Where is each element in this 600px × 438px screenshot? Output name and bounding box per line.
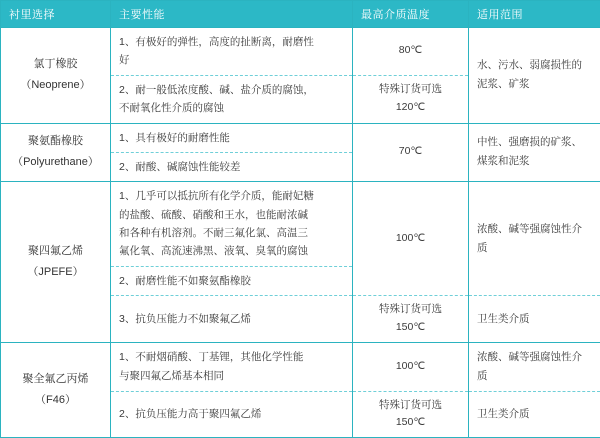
temperature-cell [353,123,469,182]
lining-name-line: 聚氨酯橡胶 [9,131,102,152]
temperature-cell [353,342,469,391]
application-cell [469,28,600,124]
lining-name-line: 聚四氟乙烯 [9,241,102,262]
temperature-line: 70℃ [361,143,460,161]
column-header-max-temperature: 最高介质温度 [353,1,469,28]
table-header-row [1,1,600,28]
performance-line: 1、几乎可以抵抗所有化学介质，能耐妃糖 [119,187,344,205]
table-row [1,123,600,152]
application-line: 煤浆和泥浆 [477,152,592,171]
temperature-line: 100℃ [361,230,460,248]
application-line: 卫生类介质 [477,310,592,329]
table-header [1,1,600,28]
application-cell [469,123,600,182]
performance-line: 1、具有极好的耐磨性能 [119,129,344,147]
temperature-line: 120℃ [361,99,460,117]
table-body [1,28,600,438]
lining-name-line: （JPEFE） [9,262,102,283]
application-line: 中性、强磨损的矿浆、 [477,133,592,152]
application-line: 浓酸、碱等强腐蚀性介 [477,348,592,367]
temperature-cell [353,75,469,123]
table-row [1,342,600,391]
application-cell [469,342,600,391]
temperature-cell [353,391,469,438]
performance-cell [111,152,353,181]
performance-line: 不耐氧化性介质的腐蚀 [119,99,344,117]
performance-line: 好 [119,51,344,69]
column-header-performance: 主要性能 [111,1,353,28]
lining-name-cell [1,123,111,182]
table-row [1,28,600,76]
performance-line: 氟化氧、高流速沸黑、液氧、臭氧的腐蚀 [119,242,344,260]
lining-name-cell [1,182,111,343]
lining-name-cell [1,342,111,437]
temperature-line: 150℃ [361,414,460,432]
application-cell [469,182,600,296]
performance-line: 与聚四氟乙烯基本相同 [119,367,344,385]
application-line: 浓酸、碱等强腐蚀性介 [477,220,592,239]
application-line: 质 [477,239,592,258]
application-cell [469,296,600,343]
temperature-cell [353,28,469,76]
lining-name-line: （F46） [9,390,102,411]
performance-cell [111,28,353,76]
table-row [1,182,600,267]
lining-name-line: 氯丁橡胶 [9,54,102,75]
performance-line: 2、耐一般低浓度酸、碱、盐介质的腐蚀， [119,81,344,99]
temperature-line: 特殊订货可选 [361,301,460,319]
performance-cell [111,391,353,438]
performance-line: 和各种有机溶剂。不耐三氟化氯、高温三 [119,224,344,242]
performance-line: 2、抗负压能力高于聚四氟乙烯 [119,405,344,423]
temperature-line: 特殊订货可选 [361,397,460,415]
performance-cell [111,266,353,295]
column-header-lining: 衬里选择 [1,1,111,28]
application-line: 质 [477,367,592,386]
temperature-line: 特殊订货可选 [361,81,460,99]
temperature-line: 80℃ [361,42,460,60]
application-cell [469,391,600,438]
performance-line: 2、耐酸、碱腐蚀性能较差 [119,158,344,176]
temperature-line: 150℃ [361,319,460,337]
temperature-cell [353,296,469,343]
application-line: 泥浆、矿浆 [477,75,592,94]
performance-line: 2、耐磨性能不如聚氨酯橡胶 [119,272,344,290]
performance-line: 的盐酸、硫酸、硝酸和王水，也能耐浓碱 [119,206,344,224]
performance-cell [111,75,353,123]
temperature-cell [353,182,469,296]
performance-cell [111,123,353,152]
application-line: 水、污水、弱腐损性的 [477,56,592,75]
column-header-application: 适用范围 [469,1,600,28]
lining-name-line: 聚全氟乙丙烯 [9,369,102,390]
performance-cell [111,296,353,343]
performance-line: 1、不耐烟硝酸、丁基锂，其他化学性能 [119,348,344,366]
lining-name-line: （Polyurethane） [9,152,102,173]
performance-cell [111,342,353,391]
lining-name-line: （Neoprene） [9,75,102,96]
performance-cell [111,182,353,267]
performance-line: 3、抗负压能力不如聚氟乙烯 [119,310,344,328]
lining-name-cell [1,28,111,124]
performance-line: 1、有极好的弹性，高度的扯断离，耐磨性 [119,33,344,51]
application-line: 卫生类介质 [477,405,592,424]
temperature-line: 100℃ [361,358,460,376]
